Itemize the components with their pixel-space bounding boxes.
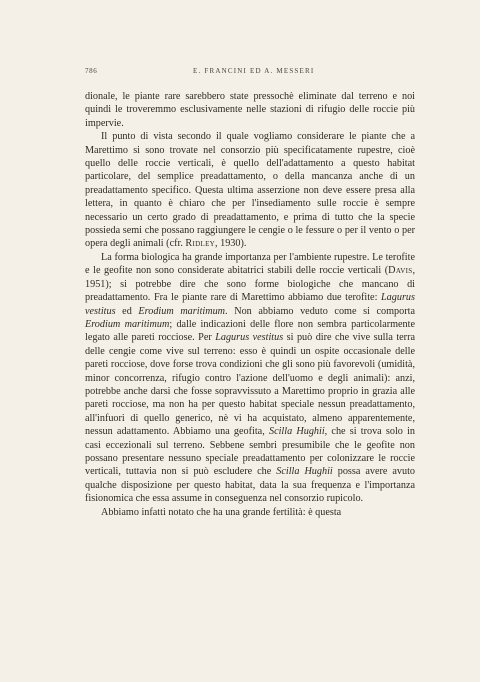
species-lagurus-vestitus-2: Lagurus vestitus (215, 332, 284, 344)
page-header (85, 67, 415, 79)
species-lagurus-vestitus-1: Lagurus vestitus (85, 292, 415, 317)
paragraph-2-text-2: , 1930). (215, 238, 247, 250)
paragraph-2-text-1: Il punto di vista secondo il quale vogliamo considerare le piante che a Marettimo si sono trovate nel consorzio più specificatamente rupestre, cioè quello delle roccie verticali, è quello dell'adattamento a questo habitat particolare, del semplice preadattamento, o della mancanza anche di un preadattamento specifico. Questa ultima asserzione non deve essere presa alla lettera, in quanto è chiaro che per l'insediamento sulle roccie è sempre necessario un certo grado di preadattamento, e prima di tutto che la specie possieda semi che possano raggiungere le cengie o le fessure o per il vento o per opera degli animali (cfr. (85, 131, 415, 250)
paragraph-3-text-8: possa avere avuto qualche disposizione per questo habitat, data la sua frequenza e l'importanza fisionomica che essa assume in conseguenza nel consorzio rupicolo. (85, 466, 416, 505)
species-scilla-hughii-2: Scilla Hughii (276, 466, 333, 478)
body-text (85, 90, 415, 519)
species-erodium-maritimum-1: Erodium maritimum (138, 305, 226, 317)
paragraph-4 (85, 506, 415, 519)
paragraph-3-text-3: ed (115, 305, 139, 317)
paragraph-4-text: Abbiamo infatti notato che ha una grande fertilità: è questa (101, 506, 342, 518)
species-scilla-hughii-1: Scilla Hughii (268, 426, 325, 438)
paragraph-1 (85, 90, 415, 130)
citation-ridley: Ridley (185, 238, 216, 250)
page-number: 786 (85, 67, 98, 75)
citation-davis: Davis (388, 265, 413, 277)
paragraph-3-text-2: , 1951); si potrebbe dire che sono forme biologiche che mancano di preadattamento. Fra le piante rare di Marettimo abbiamo due terofite: (85, 265, 415, 304)
paragraph-3-text-4: . Non abbiamo veduto come si comporta (225, 305, 415, 317)
paragraph-3 (85, 251, 415, 506)
paragraph-3-text-7: , che si trova solo in casi eccezionali sul terreno. Sebbene sembri presumibile che le geofite non possano presentare nessuno speciale preadattamento per colonizzare le roccie verticali, tuttavia non si può escludere che (85, 426, 415, 478)
running-title: E. FRANCINI ED A. MESSERI (193, 67, 315, 75)
paragraph-1-text: dionale, le piante rare sarebbero state pressochè eliminate dal terreno e noi quindi le troveremmo esclusivamente nelle stazioni di rifugio delle roccie più impervie. (85, 91, 415, 129)
paragraph-3-text-5: ; dalle indicazioni delle flore non sembra particolarmente legato alle pareti rocciose. Per (85, 318, 415, 344)
species-erodium-maritimum-2: Erodium maritimum (85, 318, 170, 330)
paragraph-3-text-1: La forma biologica ha grande importanza per l'ambiente rupestre. Le terofite e le geofite non sono considerate abitatrici stabili delle roccie verticali ( (85, 251, 415, 277)
paragraph-3-text-6: si può dire che vive sulla terra delle cengie come vive sul terreno: esso è quindi un ospite occasionale delle pareti rocciose, dove forse trova condizioni che gli sono più favorevoli (umidità, minor concorrenza, rifugio contro l'azione dell'uomo e degli animali): anzi, potrebbe anche darsi che fosse sopravvissuto a Marettimo proprio in grazia alle pareti rocciose, ma non ha per questo habitat speciale nessun preadattamento, all'infuori di quello generico, nè vi ha acquistato, almeno apparentemente, nessun adattamento. Abbiamo una geofita, (85, 332, 415, 438)
paragraph-2 (85, 130, 415, 251)
